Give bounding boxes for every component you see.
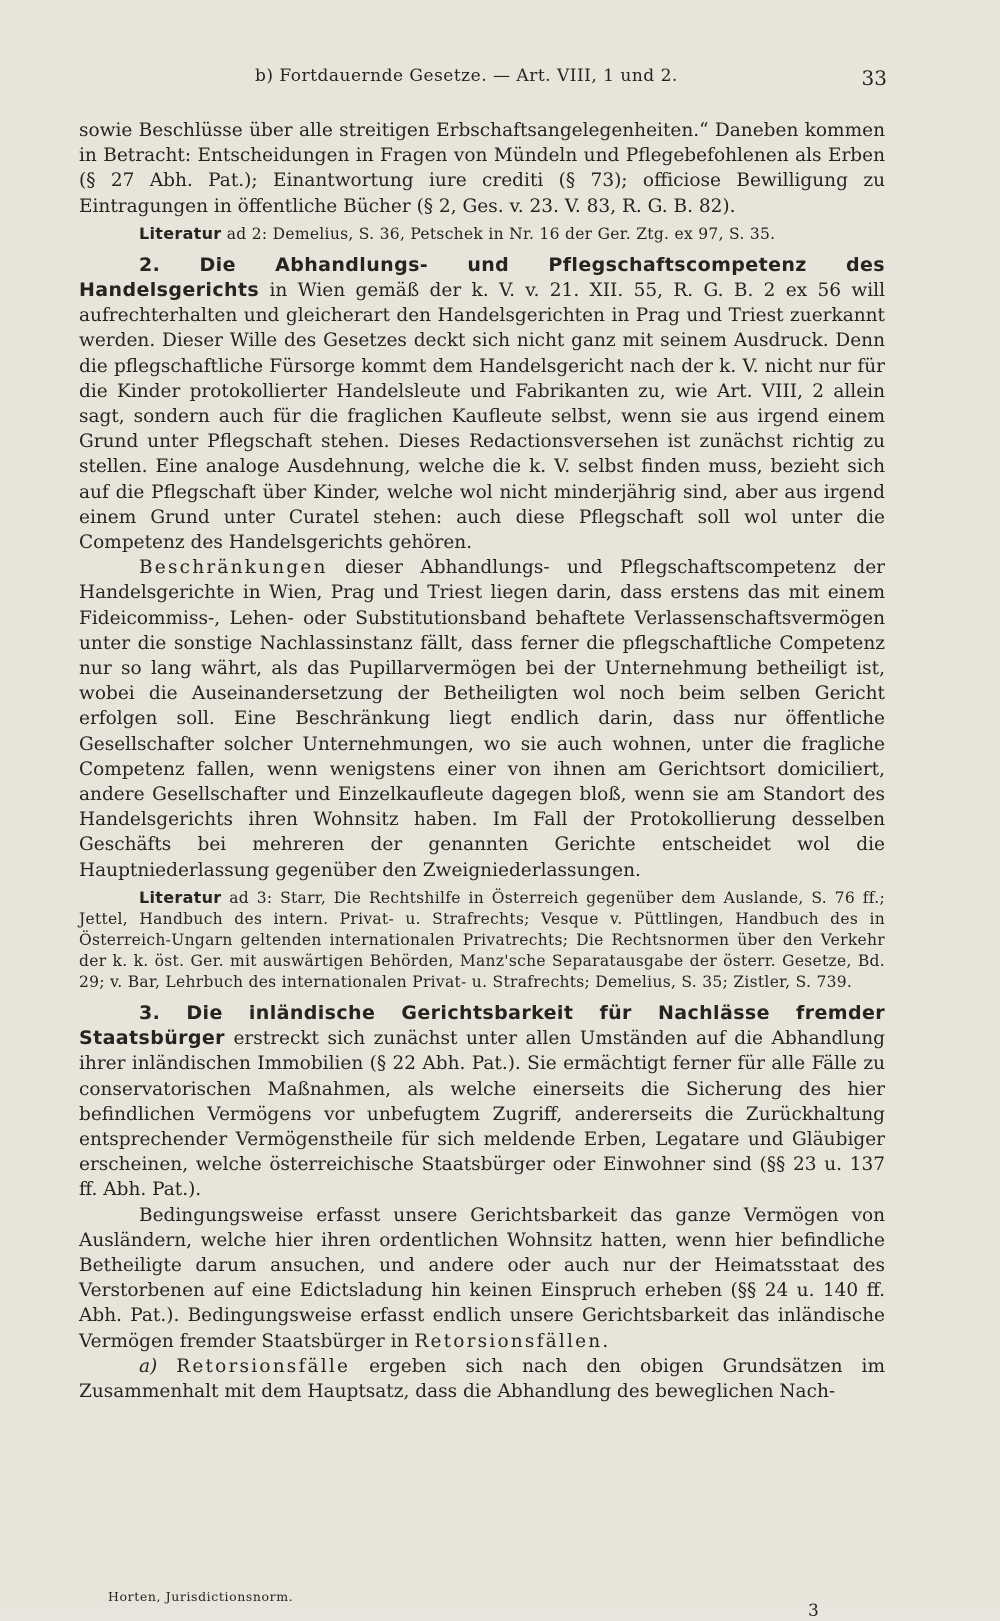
paragraph-restrictions (79, 555, 885, 883)
section-2-text: in Wien gemäß der k. V. v. 21. XII. 55, R. G. B. 2 ex 56 will aufrechterhalten und gleicherart den Handelsgerichten in Prag und Triest zuerkannt werden. Dieser Wille des Gesetzes deckt sich nicht ganz mit seinem Ausdruck. Denn die pflegschaftliche Fürsorge kommt dem Handelsgericht nach der k. V. nicht nur für die Kinder protokollierter Handelsleute und Fabrikanten zu, wie Art. VIII, 2 allein sagt, sondern auch für die fraglichen Kaufleute selbst, wenn sie aus irgend einem Grund unter Pflegschaft stehen. Dieses Redactionsversehen ist zunächst richtig zu stellen. Eine analoge Ausdehnung, welche die k. V. selbst finden muss, bezieht sich auf die Pflegschaft über Kinder, welche wol nicht minderjährig sind, aber aus irgend einem Grund unter Curatel stehen: auch diese Pflegschaft soll wol unter die Competenz des Handelsgerichts gehören. (79, 280, 885, 554)
literature-note-3 (79, 887, 885, 993)
footer-author-line: Horten, Jurisdictionsnorm. (108, 1589, 294, 1604)
literature-text: ad 3: Starr, Die Rechtshilfe in Österreich gegenüber dem Auslande, S. 76 ff.; Jettel, Handbuch des intern. Privat- u. Strafrechts; Vesque v. Püttlingen, Handbuch des in Österreich-Ungarn geltenden internationalen Privatrechts; Die Rechtsnormen über den Verkehr der k. k. öst. Ger. mit auswärtigen Behörden, Manz'sche Separatausgabe der österr. Gesetze, Bd. 29; v. Bar, Lehrbuch des internationalen Privat- u. Strafrechts; Demelius, S. 35; Zistler, S. 739. (79, 888, 885, 991)
section-3-text: erstreckt sich zunächst unter allen Umständen auf die Abhandlung ihrer inländischen Immobilien (§ 22 Abh. Pat.). Sie ermächtigt ferner für alle Fälle zu conservatorischen Maßnahmen, als welche einerseits die Sicherung des hier befindlichen Vermögens vor unbefugtem Zugriff, andererseits die Zurückhaltung entsprechender Vermögenstheile für sich meldende Erben, Legatare und Gläubiger erscheinen, welche österreichische Staatsbürger oder Einwohner sind (§§ 23 u. 137 ff. Abh. Pat.). (79, 1028, 885, 1201)
spaced-term: Beschränkungen (139, 557, 328, 579)
list-marker: a) (139, 1355, 158, 1377)
literature-label: Literatur (139, 887, 222, 907)
body-text (79, 118, 885, 1404)
literature-note-2 (79, 223, 885, 245)
paragraph-text: ergeben sich nach den obigen Grundsätzen im Zusammenhalt mit dem Hauptsatz, dass die Abhandlung des beweglichen Nach- (79, 1355, 885, 1402)
paragraph-text: dieser Abhandlungs- und Pflegschaftscompetenz der Handelsgerichte in Wien, Prag und Triest liegen darin, dass erstens das mit einem Fideicommiss-, Lehen- oder Substitutionsband behaftete Verlassenschaftsvermögen unter die sonstige Nachlassinstanz fällt, dass ferner die pflegschaftliche Competenz nur so lang währt, als das Pupillarvermögen bei der Unternehmung betheiligt ist, wobei die Auseinandersetzung der Betheiligten wol noch beim selben Gericht erfolgen soll. Eine Beschränkung liegt endlich darin, dass nur öffentliche Gesellschafter solcher Unternehmungen, wo sie auch wohnen, unter die fragliche Competenz fallen, wenn wenigstens einer von ihnen am Gerichtsort domiciliert, andere Gesellschafter und Einzelkaufleute dagegen bloß, wenn sie am Standort des Handelsgerichts ihren Wohnsitz haben. Im Fall der Protokollierung desselben Geschäfts bei mehreren der genannten Gerichte entscheidet wol die Hauptniederlassung gegenüber den Zweigniederlassungen. (79, 557, 885, 881)
literature-text: ad 2: Demelius, S. 36, Petschek in Nr. 16 der Ger. Ztg. ex 97, S. 35. (221, 224, 776, 243)
section-2-title: 2. Die Abhandlungs- und Pflegschaftscompetenz des Handelsgerichts (79, 253, 885, 302)
paragraph-text: Bedingungsweise erfasst unsere Gerichtsbarkeit das ganze Vermögen von Ausländern, welche hier ihren ordentlichen Wohnsitz hatten, wenn hier befindliche Betheiligte darum ansuchen, und andere oder auch nur der Heimatsstaat des Verstorbenen auf eine Edictsladung hin keinen Einspruch erheben (§§ 24 u. 140 ff. Abh. Pat.). Bedingungsweise erfasst endlich unsere Gerichtsbarkeit das inländische Vermögen fremder Staatsbürger in (79, 1204, 885, 1352)
signature-mark: 3 (808, 1601, 819, 1621)
section-3-title: 3. Die inländische Gerichtsbarkeit für Nachlässe fremder Staatsbürger (79, 1001, 885, 1050)
spaced-term: Retorsionsfällen. (414, 1330, 611, 1352)
literature-label: Literatur (139, 223, 222, 243)
paragraph-conditional (79, 1203, 885, 1354)
page-number: 33 (861, 66, 887, 90)
section-3 (79, 1001, 885, 1203)
paragraph-retorsion (79, 1354, 885, 1404)
running-header: b) Fortdauernde Gesetze. — Art. VIII, 1 und 2. (255, 66, 678, 86)
section-2 (79, 253, 885, 555)
paragraph-continuation: sowie Beschlüsse über alle streitigen Erbschaftsangelegenheiten.“ Daneben kommen in Betracht: Entscheidungen in Fragen von Mündeln und Pflegebefohlenen als Erben (§ 27 Abh. Pat.); Einantwortung iure crediti (§ 73); officiose Bewilligung zu Eintragungen in öffentliche Bücher (§ 2, Ges. v. 23. V. 83, R. G. B. 82). (79, 120, 885, 217)
spaced-term: Retorsionsfälle (176, 1355, 351, 1377)
